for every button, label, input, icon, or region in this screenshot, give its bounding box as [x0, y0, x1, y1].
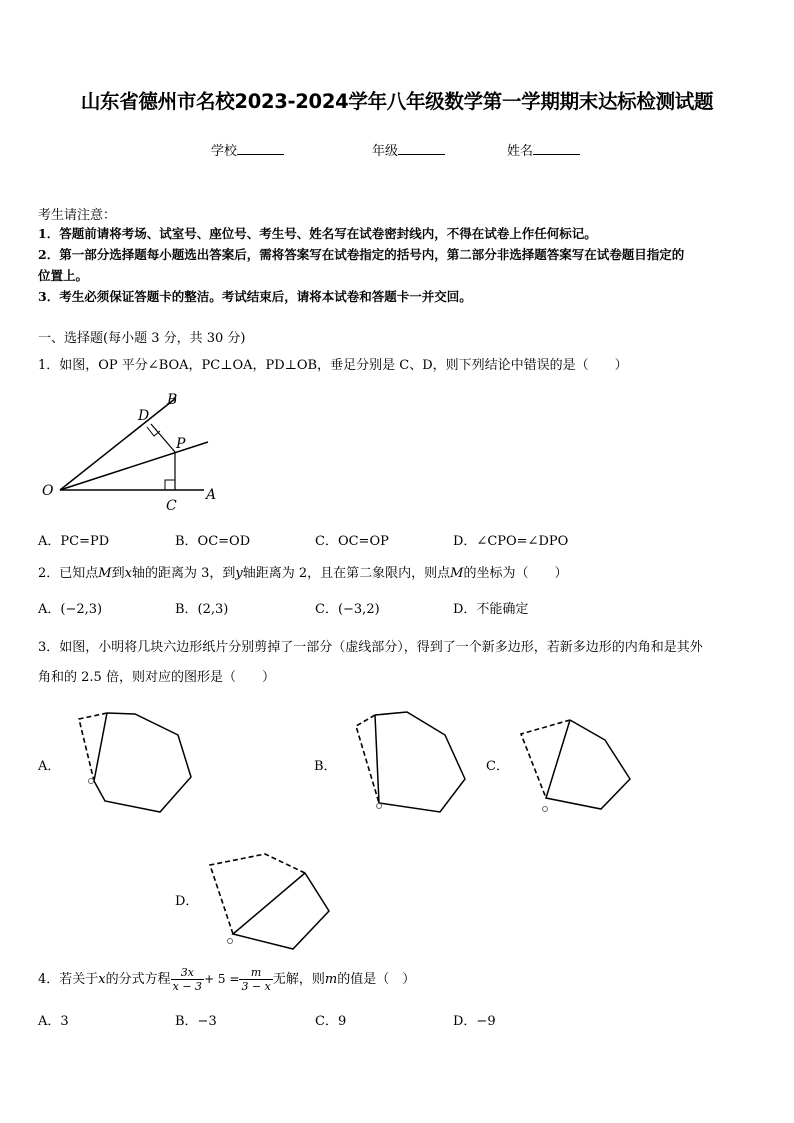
grade-label: 年级 [372, 144, 399, 159]
question-3-line2: 角和的 2.5 倍，则对应的图形是（ ） [38, 670, 275, 685]
question-4-option-c[interactable]: C．9 [315, 1014, 347, 1029]
question-1-option-c[interactable]: C．OC=OP [315, 534, 389, 549]
question-3-option-d[interactable]: D． [175, 894, 199, 909]
notice-heading: 考生请注意： [38, 208, 117, 223]
question-2-option-b[interactable]: B．(2,3) [175, 602, 229, 617]
question-2-stem: 2．已知点M到x轴的距离为 3，到y轴距离为 2，且在第二象限内，则点M的坐标为（ ） [38, 566, 568, 581]
section-heading: 一、选择题(每小题 3 分，共 30 分) [38, 331, 246, 346]
question-1-option-d[interactable]: D．∠CPO=∠DPO [453, 534, 569, 549]
question-4-stem: 4．若关于x的分式方程 $\frac{3x}{x - 3}$ + 5 = $\frac{m}{3 - x}$ 无解，则m的值是（ ） [38, 966, 416, 993]
name-label: 姓名 [507, 144, 534, 159]
notice-item: 3．考生必须保证答题卡的整洁。考试结束后，请将本试卷和答题卡一并交回。 [38, 289, 472, 304]
hexagon-cut-a-figure [76, 705, 206, 815]
question-2-option-c[interactable]: C．(−3,2) [315, 602, 380, 617]
question-2-option-a[interactable]: A．(−2,3) [38, 602, 103, 617]
question-3-line1: 3．如图，小明将几块六边形纸片分别剪掉了一部分（虚线部分），得到了一个新多边形，若新多边形的内角和是其外 [38, 640, 703, 655]
notice-item: 2．第一部分选择题每小题选出答案后，需将答案写在试卷指定的括号内，第二部分非选择题答案写在试卷题目指定的 [38, 247, 685, 262]
question-4-option-a[interactable]: A．3 [38, 1014, 69, 1029]
grade-blank [398, 142, 445, 155]
hexagon-cut-b-figure [350, 705, 475, 815]
point-o-label: O [42, 483, 54, 499]
page-title: 山东省德州市名校2023-2024学年八年级数学第一学期期末达标检测试题 [80, 90, 714, 113]
fraction-m-over-3-minus-x: $\frac{m}{3 - x}$ [241, 966, 271, 993]
hexagon-cut-d-figure [200, 848, 335, 953]
grade-field [372, 140, 445, 159]
question-3-option-c[interactable]: C． [486, 759, 509, 774]
point-b-label: B [167, 392, 178, 408]
point-c-label: C [166, 498, 177, 514]
question-3-option-a[interactable]: A． [38, 759, 61, 774]
notice-item: 位置上。 [38, 268, 89, 283]
fraction-3x-over-x-minus-3: $\frac{3x}{x - 3}$ [172, 966, 203, 993]
school-label: 学校 [211, 144, 238, 159]
question-4-option-d[interactable]: D．−9 [453, 1014, 496, 1029]
point-a-label: A [206, 487, 217, 503]
question-4-option-b[interactable]: B．−3 [175, 1014, 217, 1029]
name-field [507, 140, 580, 159]
angle-bisector-figure [36, 386, 226, 516]
question-1-option-a[interactable]: A．PC=PD [38, 534, 110, 549]
question-3-option-b[interactable]: B． [314, 759, 337, 774]
notice-item: 1．答题前请将考场、试室号、座位号、考生号、姓名写在试卷密封线内，不得在试卷上作任何标记。 [38, 226, 597, 241]
school-field [211, 140, 284, 159]
question-2-option-d[interactable]: D．不能确定 [453, 602, 529, 617]
name-blank [533, 142, 580, 155]
question-1-option-b[interactable]: B．OC=OD [175, 534, 251, 549]
school-blank [237, 142, 284, 155]
point-p-label: P [176, 436, 186, 452]
point-d-label: D [138, 408, 150, 424]
question-1-stem: 1．如图，OP 平分∠BOA，PC⊥OA，PD⊥OB，垂足分别是 C、D，则下列结论中错误的是（ ） [38, 358, 628, 373]
hexagon-cut-c-figure [516, 710, 641, 820]
